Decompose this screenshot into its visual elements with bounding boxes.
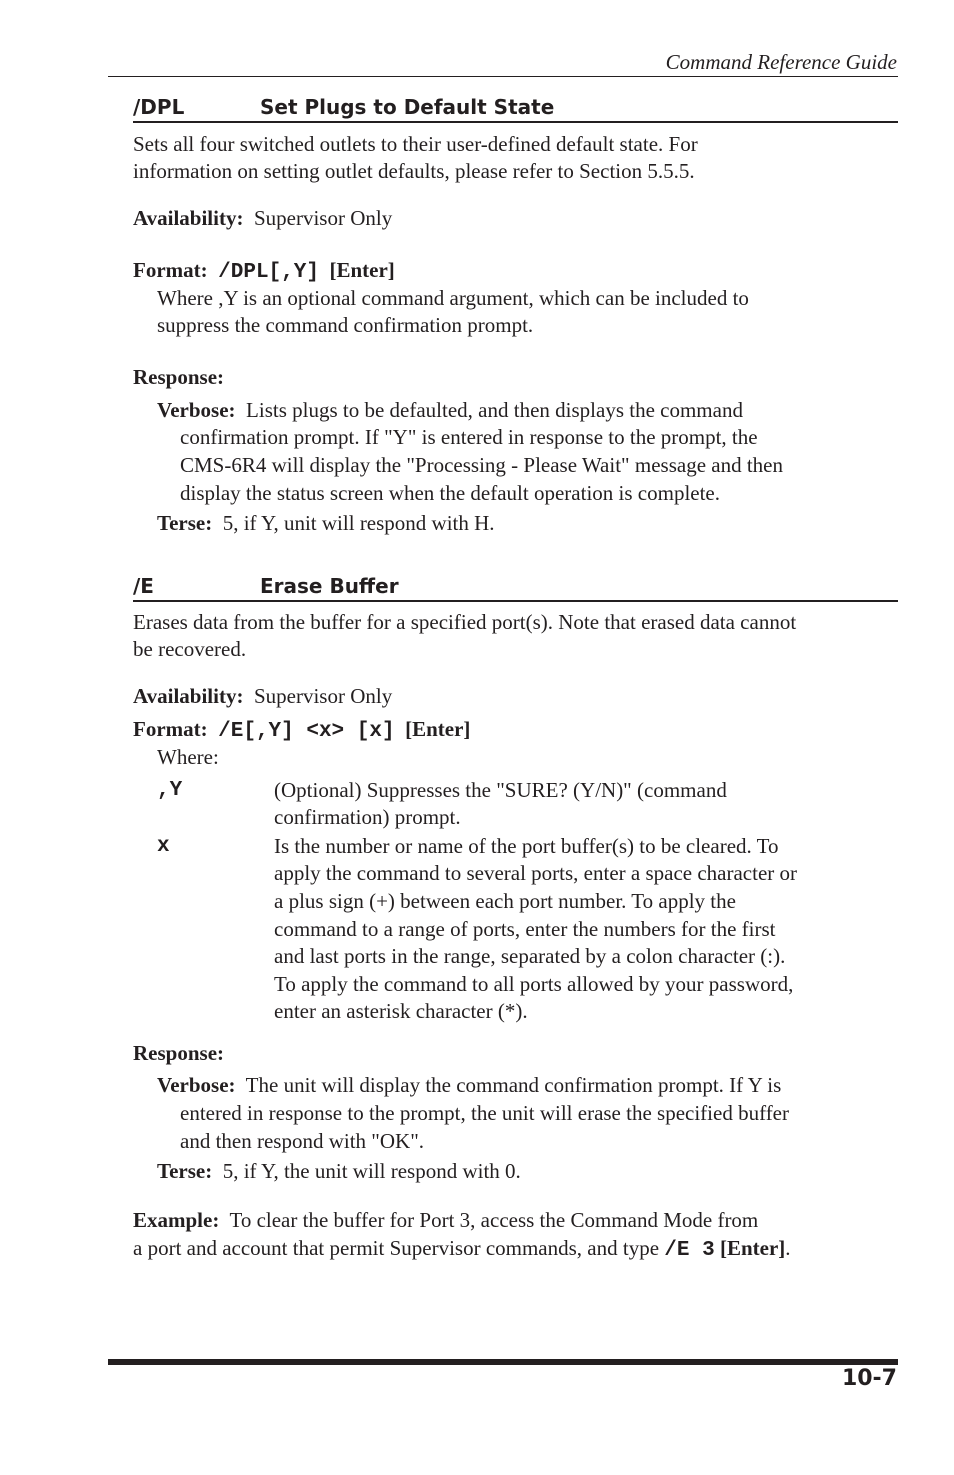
example-label: Example: xyxy=(133,1208,220,1232)
format-enter: [Enter] xyxy=(405,717,471,741)
page-number: 10-7 xyxy=(841,1366,897,1391)
e-example xyxy=(133,1207,758,1234)
param-name-x: x xyxy=(157,835,170,858)
e-verbose-line: entered in response to the prompt, the unit will erase the specified buffer xyxy=(180,1101,789,1125)
e-terse xyxy=(157,1158,521,1185)
param-name-y: ,Y xyxy=(157,779,183,802)
availability-label: Availability: xyxy=(133,206,244,230)
e-response-label: Response: xyxy=(133,1041,225,1065)
example-enter: [Enter] xyxy=(719,1236,786,1260)
dpl-where-line: suppress the command confirmation prompt. xyxy=(157,313,534,337)
dpl-where-line: Where ,Y is an optional command argument, which can be included to xyxy=(157,286,749,310)
example-command: /E 3 xyxy=(664,1239,715,1262)
e-example-line xyxy=(133,1235,791,1264)
footer-rule xyxy=(108,1359,898,1365)
dpl-verbose xyxy=(157,397,743,424)
dpl-response-label: Response: xyxy=(133,365,225,389)
terse-label: Terse: xyxy=(157,511,213,535)
param-x-desc-line: command to a range of ports, enter the numbers for the first xyxy=(274,917,776,941)
section-title: Set Plugs to Default State xyxy=(260,95,555,119)
verbose-label: Verbose: xyxy=(157,1073,236,1097)
dpl-verbose-line: CMS-6R4 will display the "Processing - Please Wait" message and then xyxy=(180,453,783,477)
example-text: a port and account that permit Supervisor commands, and type xyxy=(133,1236,660,1260)
param-x-desc-line: To apply the command to all ports allowed by your password, xyxy=(274,972,794,996)
header-rule xyxy=(108,76,898,77)
param-x-desc-line: enter an asterisk character (*). xyxy=(274,999,528,1023)
param-y-desc-line: confirmation) prompt. xyxy=(274,805,461,829)
availability-value: Supervisor Only xyxy=(253,684,393,708)
param-x-desc-line: Is the number or name of the port buffer(s) to be cleared. To xyxy=(274,834,779,858)
example-text: To clear the buffer for Port 3, access the Command Mode from xyxy=(229,1208,759,1232)
terse-text: 5, if Y, unit will respond with H. xyxy=(222,511,495,535)
verbose-text: The unit will display the command confirmation prompt. If Y is xyxy=(245,1073,782,1097)
section-command: /E xyxy=(133,574,154,598)
dpl-description-line: information on setting outlet defaults, please refer to Section 5.5.5. xyxy=(133,159,695,183)
section-heading-e xyxy=(133,572,898,602)
format-label: Format: xyxy=(133,258,208,282)
format-command: /DPL[,Y] xyxy=(218,261,319,284)
section-command: /DPL xyxy=(133,95,185,119)
e-verbose xyxy=(157,1072,781,1099)
param-x-desc-line: a plus sign (+) between each port number. To apply the xyxy=(274,889,736,913)
e-description-line: Erases data from the buffer for a specified port(s). Note that erased data cannot xyxy=(133,610,797,634)
format-enter: [Enter] xyxy=(329,258,395,282)
dpl-description-line: Sets all four switched outlets to their user-defined default state. For xyxy=(133,132,698,156)
verbose-text: Lists plugs to be defaulted, and then displays the command xyxy=(246,398,743,422)
format-command: /E[,Y] <x> [x] xyxy=(218,720,395,743)
running-head: Command Reference Guide xyxy=(665,50,897,74)
e-where-label: Where: xyxy=(157,745,219,769)
dpl-terse xyxy=(157,510,495,537)
example-end: . xyxy=(785,1236,791,1260)
availability-value: Supervisor Only xyxy=(253,206,393,230)
dpl-format xyxy=(133,257,395,286)
availability-label: Availability: xyxy=(133,684,244,708)
e-availability xyxy=(133,683,392,710)
section-heading-dpl xyxy=(133,93,898,123)
terse-text: 5, if Y, the unit will respond with 0. xyxy=(222,1159,521,1183)
dpl-availability xyxy=(133,205,392,232)
verbose-label: Verbose: xyxy=(157,398,236,422)
e-format xyxy=(133,716,470,745)
format-label: Format: xyxy=(133,717,208,741)
section-title: Erase Buffer xyxy=(260,574,399,598)
dpl-verbose-line: confirmation prompt. If "Y" is entered in response to the prompt, the xyxy=(180,425,758,449)
terse-label: Terse: xyxy=(157,1159,213,1183)
param-y-desc-line: (Optional) Suppresses the "SURE? (Y/N)" (command xyxy=(274,778,727,802)
param-x-desc-line: and last ports in the range, separated by a colon character (:). xyxy=(274,944,786,968)
e-verbose-line: and then respond with "OK". xyxy=(180,1129,425,1153)
param-x-desc-line: apply the command to several ports, enter a space character or xyxy=(274,861,798,885)
e-description-line: be recovered. xyxy=(133,637,247,661)
dpl-verbose-line: display the status screen when the default operation is complete. xyxy=(180,481,721,505)
